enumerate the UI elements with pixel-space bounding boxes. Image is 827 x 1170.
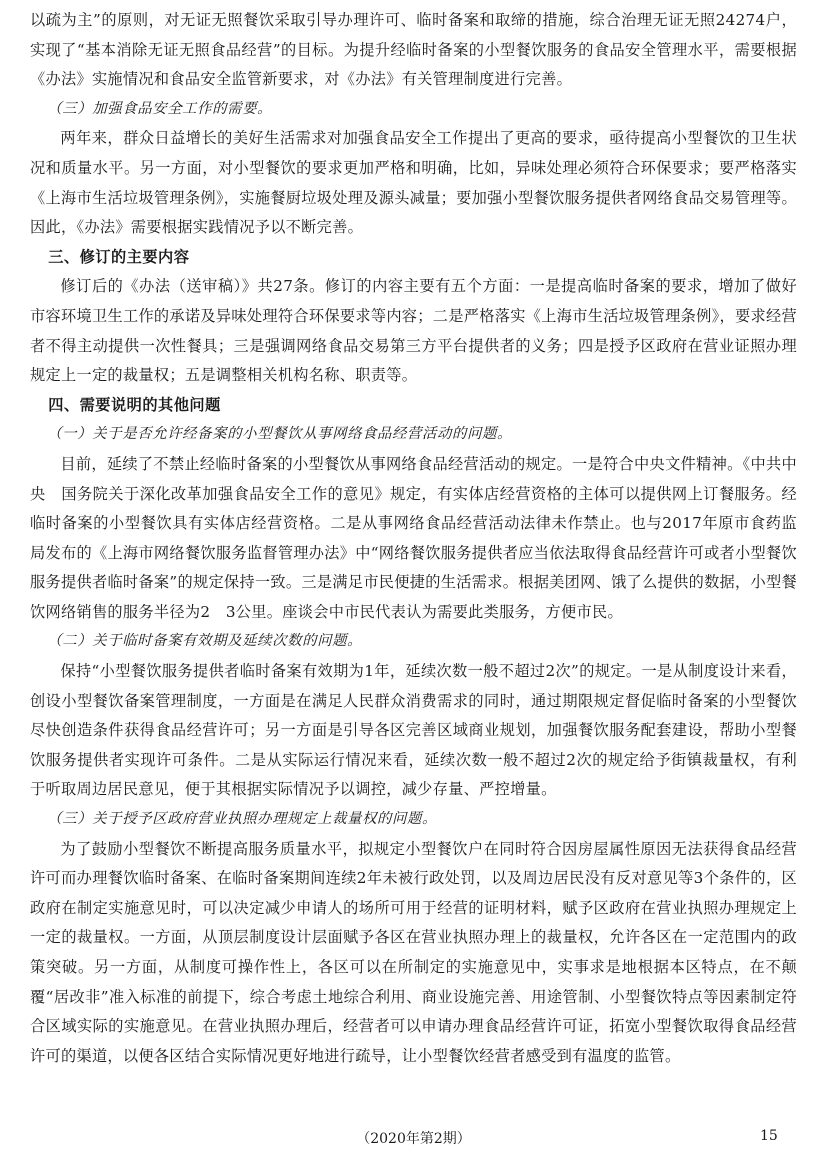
paragraph-revision: 修订后的《办法（送审稿）》共27条。修订的内容主要有五个方面：一是提高临时备案的要求，增加了做好市容环境卫生工作的承诺及异味处理符合环保要求等内容；二是严格落实《上海市生活垃圾管理条例》，要求经营者不得主动提供一次性餐具；三是强调网络食品交易第三方平台提供者的义务；四是授予区政府在营业证照办理规定上一定的裁量权；五是调整相关机构名称、职责等。	[30, 277, 797, 385]
section-heading-other-issues: 四、需要说明的其他问题	[48, 395, 221, 414]
subheading-district-discretion: （三）关于授予区政府营业执照办理规定上裁量权的问题。	[47, 811, 438, 828]
paragraph-online-business: 目前，延续了不禁止经临时备案的小型餐饮从事网络食品经营活动的规定。一是符合中央文件精神。《中共中央 国务院关于深化改革加强食品安全工作的意见》规定，有实体店经营资格的主体可以提供网上订餐服务。经临时备案的小型餐饮具有实体店经营资格。二是从事网络食品经营活动法律未作禁止。也与2017年原市食药监局发布的《上海市网络餐饮服务监督管理办法》中“网络餐饮服务提供者应当依法取得食品经营许可或者小型餐饮服务提供者临时备案”的规定保持一致。三是满足市民便捷的生活需求。根据美团网、饿了么提供的数据，小型餐饮网络销售的服务半径为2 3公里。座谈会中市民代表认为需要此类服务，方便市民。	[30, 454, 797, 621]
paragraph-food-safety: 两年来，群众日益增长的美好生活需求对加强食品安全工作提出了更高的要求，亟待提高小型餐饮的卫生状况和质量水平。另一方面，对小型餐饮的要求更加严格和明确，比如，异味处理必须符合环保要求；要严格落实《上海市生活垃圾管理条例》，实施餐厨垃圾处理及源头减量；要加强小型餐饮服务提供者网络食品交易管理等。因此，《办法》需要根据实践情况予以不断完善。	[30, 129, 797, 237]
subheading-validity-period: （二）关于临时备案有效期及延续次数的问题。	[47, 633, 363, 650]
section-heading-revision: 三、修订的主要内容	[48, 247, 190, 266]
page-footer	[0, 1128, 827, 1152]
document-body	[30, 6, 797, 1071]
subheading-online-business: （一）关于是否允许经备案的小型餐饮从事网络食品经营活动的问题。	[47, 426, 512, 443]
subheading-food-safety-need: （三）加强食品安全工作的需要。	[47, 100, 273, 117]
paragraph-validity-period: 保持“小型餐饮服务提供者临时备案有效期为1年，延续次数一般不超过2次”的规定。一是从制度设计来看，创设小型餐饮备案管理制度，一方面是在满足人民群众消费需求的同时，通过期限规定督促临时备案的小型餐饮尽快创造条件获得食品经营许可；另一方面是引导各区完善区域商业规划，加强餐饮服务配套建设，帮助小型餐饮服务提供者实现许可条件。二是从实际运行情况来看，延续次数一般不超过2次的规定给予街镇裁量权，有利于听取周边居民意见，便于其根据实际情况予以调控，减少存量、严控增量。	[30, 662, 797, 799]
page-number: 15	[760, 1128, 778, 1144]
paragraph-district-discretion: 为了鼓励小型餐饮不断提高服务质量水平，拟规定小型餐饮户在同时符合因房屋属性原因无法获得食品经营许可而办理餐饮临时备案、在临时备案期间连续2年未被行政处罚，以及周边居民没有反对意见等3个条件的，区政府在制定实施意见时，可以决定减少申请人的场所可用于经营的证明材料，赋予区政府在营业执照办理规定上一定的裁量权。一方面，从顶层制度设计层面赋予各区在营业执照办理上的裁量权，允许各区在一定范围内的政策突破。另一方面，从制度可操作性上，各区可以在所制定的实施意见中，实事求是地根据本区特点，在不颠覆“居改非”准入标准的前提下，综合考虑土地综合利用、商业设施完善、用途管制、小型餐饮特点等因素制定符合区域实际的实施意见。在营业执照办理后，经营者可以申请办理食品经营许可证，拓宽小型餐饮取得食品经营许可的渠道，以便各区结合实际情况更好地进行疏导，让小型餐饮经营者感受到有温度的监管。	[30, 839, 797, 1065]
paragraph-intro: 以疏为主”的原则，对无证无照餐饮采取引导办理许可、临时备案和取缔的措施，综合治理无证无照24274户，实现了“基本消除无证无照食品经营”的目标。为提升经临时备案的小型餐饮服务的食品安全管理水平，需要根据《办法》实施情况和食品安全监管新要求，对《办法》有关管理制度进行完善。	[30, 11, 797, 89]
issue-label: （2020年第2期）	[356, 1131, 471, 1147]
